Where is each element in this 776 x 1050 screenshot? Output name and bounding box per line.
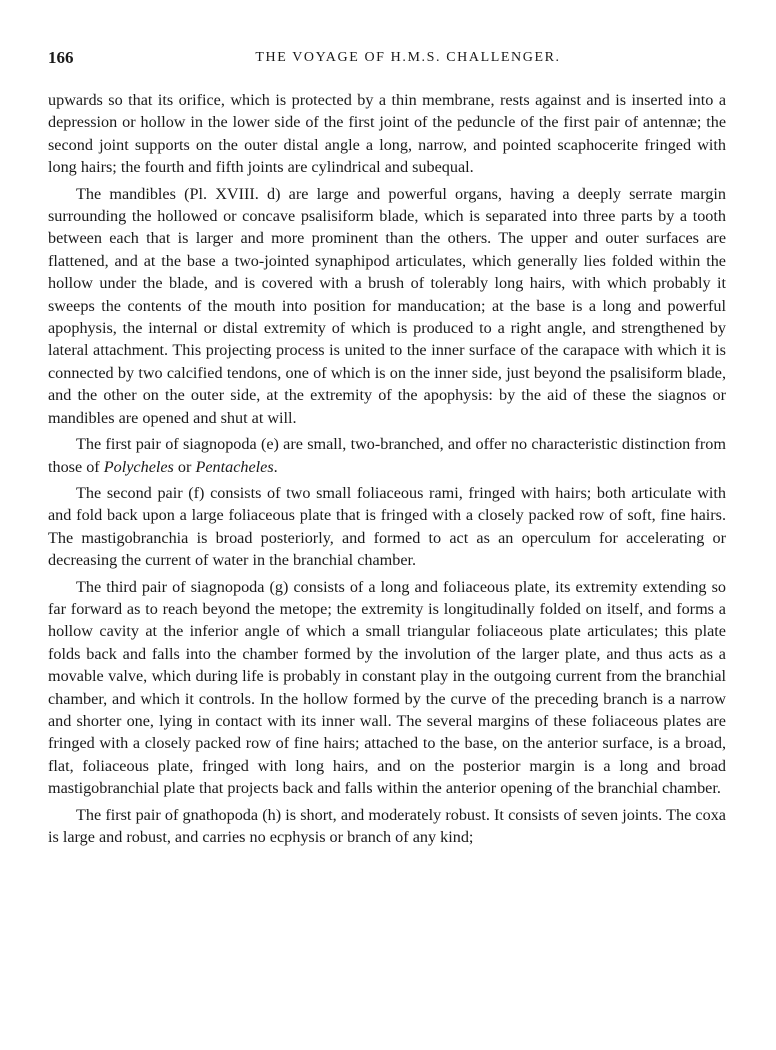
paragraph-first-gnathopoda: The first pair of gnathopoda (h) is short, and moderately robust. It consists of seven joints. The coxa is large and robust, and carries no ecphysis or branch of any kind; <box>48 805 726 846</box>
paragraph-text: The first pair of siagnopoda (e) are small, two-branched, and offer no characteristic distinction from those of <box>48 435 726 476</box>
paragraph-mandibles: The mandibles (Pl. XVIII. d) are large and powerful organs, having a deeply serrate margin surrounding the hollowed or concave psalisiform blade, which is separated into three parts by a tooth between each that is larger and more prominent than the others. The upper and outer surfaces are flattened, and at the base a two-jointed synaphipod articulates, which generally lies folded within the hollow under the blade, and is covered with a brush of tolerably long hairs, with which probably it sweeps the contents of the mouth into position for manducation; at the base is a long and powerful apophysis, the internal or distal extremity of which is produced to a right angle, and strengthened by lateral attachment. This projecting process is united to the inner surface of the carapace with which it is connected by two calcified tendons, one of which is on the inner side, just beyond the psalisiform blade, and the other on the outer side, at the extremity of the apophysis: by the aid of these the siagnos or mandibles are opened and shut at will. <box>48 184 726 427</box>
genus-name-pentacheles: Pentacheles <box>195 457 274 476</box>
paragraph-third-siagnopoda: The third pair of siagnopoda (g) consists of a long and foliaceous plate, its extremity extending so far forward as to reach beyond the metope; the extremity is longitudinally folded on itself, and forms a hollow cavity at the inferior angle of which a small triangular foliaceous plate articulates; this plate folds back and falls into the chamber formed by the involution of the larger plate, and thus acts as a movable valve, which during life is probably in constant play in the outgoing current from the branchial chamber, and which it controls. In the hollow formed by the curve of the preceding branch is a narrow and shorter one, lying in contact with its inner wall. The several margins of these foliaceous plates are fringed with a closely packed row of fine hairs; attached to the base, on the anterior surface, is a broad, flat, foliaceous plate, fringed with long hairs, and on the posterior margin is a long and broad mastigobranchial plate that projects back and falls within the anterior opening of the branchial chamber. <box>48 577 726 798</box>
paragraph-text: . <box>273 457 278 476</box>
running-title: THE VOYAGE OF H.M.S. CHALLENGER. <box>255 50 561 65</box>
page-number: 166 <box>48 48 74 67</box>
body-text <box>48 89 726 852</box>
paragraph-antennae-continued: upwards so that its orifice, which is protected by a thin membrane, rests against and is inserted into a depression or hollow in the lower side of the first joint of the peduncle of the first pair of antennæ; the second joint supports on the outer distal angle a long, narrow, and pointed scaphocerite fringed with long hairs; the fourth and fifth joints are cylindrical and subequal. <box>48 91 726 177</box>
genus-name-polycheles: Polycheles <box>103 457 174 476</box>
paragraph-first-siagnopoda <box>48 433 726 478</box>
page-header <box>48 48 728 72</box>
paragraph-text: or <box>173 457 196 476</box>
paragraph-second-siagnopoda: The second pair (f) consists of two small foliaceous rami, fringed with hairs; both articulate with and fold back upon a large foliaceous plate that is fringed with a closely packed row of soft, fine hairs. The mastigobranchia is broad posteriorly, and formed to act as an operculum for accelerating or decreasing the current of water in the branchial chamber. <box>48 483 726 570</box>
